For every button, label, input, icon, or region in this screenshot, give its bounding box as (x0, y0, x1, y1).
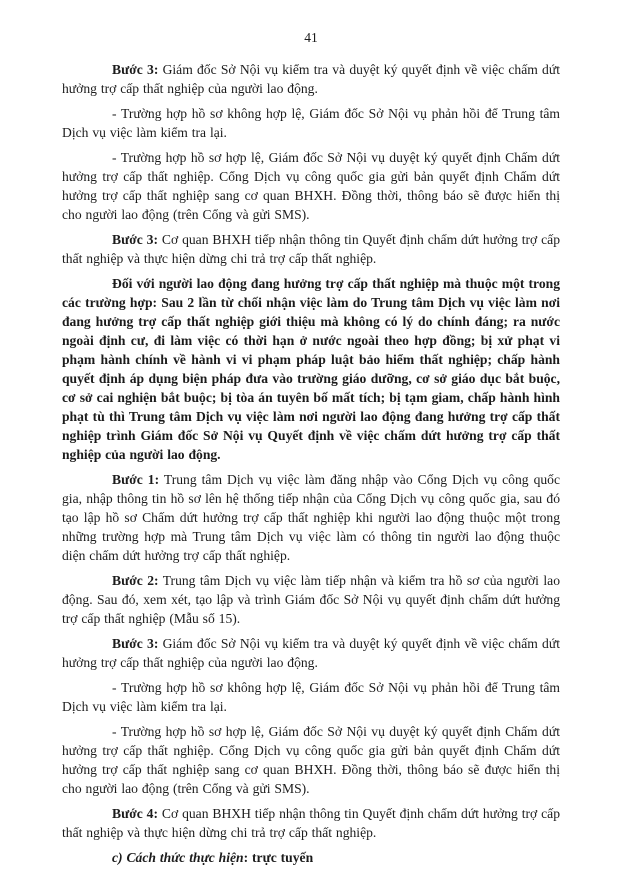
text-segment: Bước 3: (112, 232, 159, 247)
text-segment: Cơ quan BHXH tiếp nhận thông tin Quyết định chấm dứt hưởng trợ cấp thất nghiệp và thực hiện dừng chi trả trợ cấp thất nghiệp. (62, 806, 560, 840)
paragraph (62, 678, 560, 716)
text-segment: Bước 3: (112, 636, 159, 651)
text-segment: Giám đốc Sở Nội vụ kiểm tra và duyệt ký quyết định về việc chấm dứt hưởng trợ cấp thất nghiệp của người lao động. (62, 62, 560, 96)
text-segment: Bước 4: (112, 806, 159, 821)
paragraph (62, 634, 560, 672)
paragraph (62, 274, 560, 464)
text-segment: Bước 2: (112, 573, 159, 588)
paragraph (62, 104, 560, 142)
text-segment: Bước 1: (112, 472, 160, 487)
paragraph (62, 60, 560, 98)
page-number: 41 (304, 30, 318, 45)
paragraph (62, 722, 560, 798)
text-segment: Trung tâm Dịch vụ việc làm đăng nhập vào Cổng Dịch vụ công quốc gia, nhập thông tin hồ sơ lên hệ thống tiếp nhận của Cổng Dịch vụ công quốc gia, sau đó tạo lập hồ sơ Chấm dứt hưởng trợ cấp thất nghiệp khi người lao động thuộc một trong những trường hợp mà Trung tâm Dịch vụ việc làm có thông tin người lao động thuộc diện chấm dứt hưởng trợ cấp thất nghiệp. (62, 472, 560, 563)
paragraph (62, 470, 560, 565)
text-segment: - Trường hợp hồ sơ không hợp lệ, Giám đốc Sở Nội vụ phản hồi để Trung tâm Dịch vụ việc làm kiểm tra lại. (62, 680, 560, 714)
document-body (62, 60, 560, 867)
text-segment: - Trường hợp hồ sơ hợp lệ, Giám đốc Sở Nội vụ duyệt ký quyết định Chấm dứt hưởng trợ cấp thất nghiệp. Cổng Dịch vụ công quốc gia gửi bản quyết định Chấm dứt hưởng trợ cấp thất nghiệp sang cơ quan BHXH. Đồng thời, thông báo sẽ được hiển thị cho người lao động (trên Cổng và gửi SMS). (62, 724, 560, 796)
paragraph (62, 804, 560, 842)
text-segment: Trung tâm Dịch vụ việc làm tiếp nhận và kiểm tra hồ sơ của người lao động. Sau đó, xem xét, tạo lập và trình Giám đốc Sở Nội vụ quyết định chấm dứt hưởng trợ cấp thất nghiệp (Mẫu số 15). (62, 573, 560, 626)
text-segment: - Trường hợp hồ sơ không hợp lệ, Giám đốc Sở Nội vụ phản hồi để Trung tâm Dịch vụ việc làm kiểm tra lại. (62, 106, 560, 140)
text-segment: Bước 3: (112, 62, 159, 77)
paragraph (62, 148, 560, 224)
paragraph (62, 230, 560, 268)
text-segment: : trực tuyến (243, 850, 314, 865)
text-segment: Giám đốc Sở Nội vụ kiểm tra và duyệt ký quyết định về việc chấm dứt hưởng trợ cấp thất nghiệp của người lao động. (62, 636, 560, 670)
text-segment: c) Cách thức thực hiện (112, 850, 244, 865)
text-segment: Cơ quan BHXH tiếp nhận thông tin Quyết định chấm dứt hưởng trợ cấp thất nghiệp và thực hiện dừng chi trả trợ cấp thất nghiệp. (62, 232, 560, 266)
text-segment: - Trường hợp hồ sơ hợp lệ, Giám đốc Sở Nội vụ duyệt ký quyết định Chấm dứt hưởng trợ cấp thất nghiệp. Cổng Dịch vụ công quốc gia gửi bản quyết định Chấm dứt hưởng trợ cấp thất nghiệp sang cơ quan BHXH. Đồng thời, thông báo sẽ được hiển thị cho người lao động (trên Cổng và gửi SMS). (62, 150, 560, 222)
paragraph (62, 848, 560, 867)
paragraph (62, 571, 560, 628)
text-segment: Đối với người lao động đang hưởng trợ cấp thất nghiệp mà thuộc một trong các trường hợp: Sau 2 lần từ chối nhận việc làm do Trung tâm Dịch vụ việc làm nơi đang hưởng trợ cấp thất nghiệp giới thiệu mà không có lý do chính đáng; ra nước ngoài định cư, đi làm việc có thời hạn ở nước ngoài theo hợp đồng; bị xử phạt vi phạm hành chính về hành vi vi phạm pháp luật bảo hiểm thất nghiệp; chấp hành quyết định áp dụng biện pháp đưa vào trường giáo dưỡng, cơ sở giáo dục bắt buộc, cơ sở cai nghiện bắt buộc; bị tòa án tuyên bố mất tích; bị tạm giam, chấp hành hình phạt tù thì Trung tâm Dịch vụ việc làm nơi người lao động đang hưởng trợ cấp thất nghiệp trình Giám đốc Sở Nội vụ Quyết định về việc chấm dứt hưởng trợ cấp thất nghiệp của người lao động. (62, 276, 560, 462)
